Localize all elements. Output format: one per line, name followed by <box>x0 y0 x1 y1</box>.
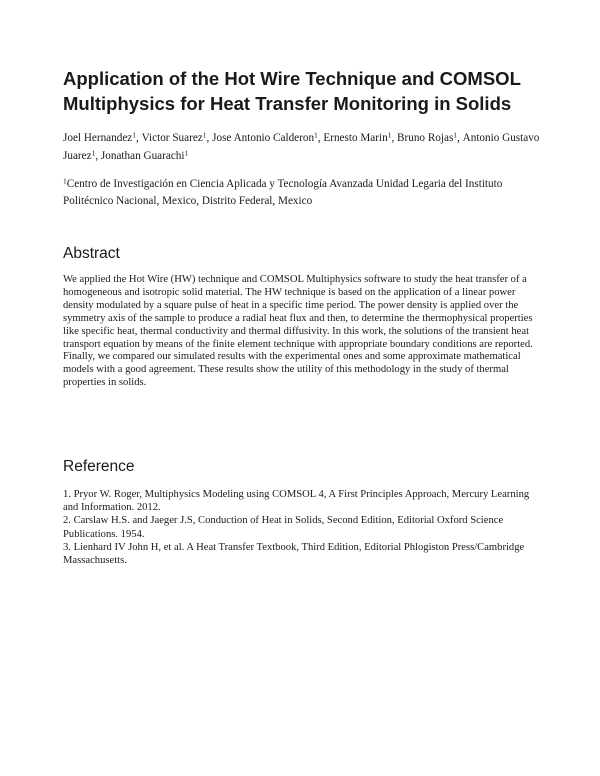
author-separator: , <box>206 132 213 144</box>
author <box>397 132 463 144</box>
author <box>142 132 213 144</box>
author <box>63 132 142 144</box>
reference-item: 1. Pryor W. Roger, Multiphysics Modeling using COMSOL 4, A First Principles Approach, Mercury Learning and Information. 2012. <box>63 489 530 514</box>
author-name: Bruno Rojas <box>397 132 454 144</box>
author-affiliation-mark: 1 <box>132 130 137 140</box>
author-affiliation-mark: 1 <box>184 148 189 158</box>
author-name: Jonathan Guarachi <box>100 150 185 162</box>
author-name: Ernesto Marin <box>323 132 388 144</box>
author-separator: , <box>317 132 324 144</box>
author-name: Jose Antonio Calderon <box>212 132 315 144</box>
author-name: Joel Hernandez <box>63 132 133 144</box>
author-name: Antonio Gustavo Juarez <box>63 132 540 162</box>
reference-item: 2. Carslaw H.S. and Jaeger J.S, Conduction of Heat in Solids, Second Edition, Editorial Oxford Science Publications. 1954. <box>63 515 504 540</box>
author-separator: , <box>457 132 463 144</box>
affiliation-mark: 1 <box>63 176 67 186</box>
affiliation-text: Centro de Investigación en Ciencia Aplicada y Tecnología Avanzada Unidad Legaria del Instituto Politécnico Nacional, Mexico, Distrito Federal, Mexico <box>63 178 503 207</box>
author-affiliation-mark: 1 <box>91 148 96 158</box>
author-affiliation-mark: 1 <box>202 130 207 140</box>
abstract-body: We applied the Hot Wire (HW) technique and COMSOL Multiphysics software to study the heat transfer of a homogeneous and isotropic solid material. The HW technique is based on the application of a linear power density modulated by a square pulse of heat in a specific time period. The power density is applied over the symmetry axis of the sample to produce a radial heat flux and then, to determine the thermophysical properties like specific heat, thermal conductivity and thermal diffusivity. In this work, the solutions of the transient heat transport equation by means of the finite element technique with appropriate boundary conditions are reported. Finally, we compared our simulated results with the experimental ones and some approximate mathematical models with a good agreement. These results show the utility of this methodology in the study of thermal properties in solids. <box>63 274 533 389</box>
author-affiliation-mark: 1 <box>314 130 318 140</box>
reference-list <box>63 488 541 567</box>
author-affiliation-mark: 1 <box>387 130 392 140</box>
author <box>323 132 397 144</box>
reference-heading: Reference <box>63 458 135 475</box>
author-separator: , <box>391 132 398 144</box>
paper-title: Application of the Hot Wire Technique and COMSOL Multiphysics for Heat Transfer Monitoring in Solids <box>63 68 521 114</box>
abstract-heading: Abstract <box>63 245 120 262</box>
reference-item: 3. Lienhard IV John H, et al. A Heat Transfer Textbook, Third Edition, Editorial Phlogiston Press/Cambridge Massachusetts. <box>63 541 525 567</box>
author-list <box>63 129 541 165</box>
author-name: Victor Suarez <box>141 132 203 144</box>
affiliation <box>63 176 541 210</box>
author <box>212 132 323 144</box>
author-separator: , <box>136 132 142 144</box>
author <box>101 150 188 162</box>
author-affiliation-mark: 1 <box>453 130 458 140</box>
author-separator: , <box>95 150 101 162</box>
